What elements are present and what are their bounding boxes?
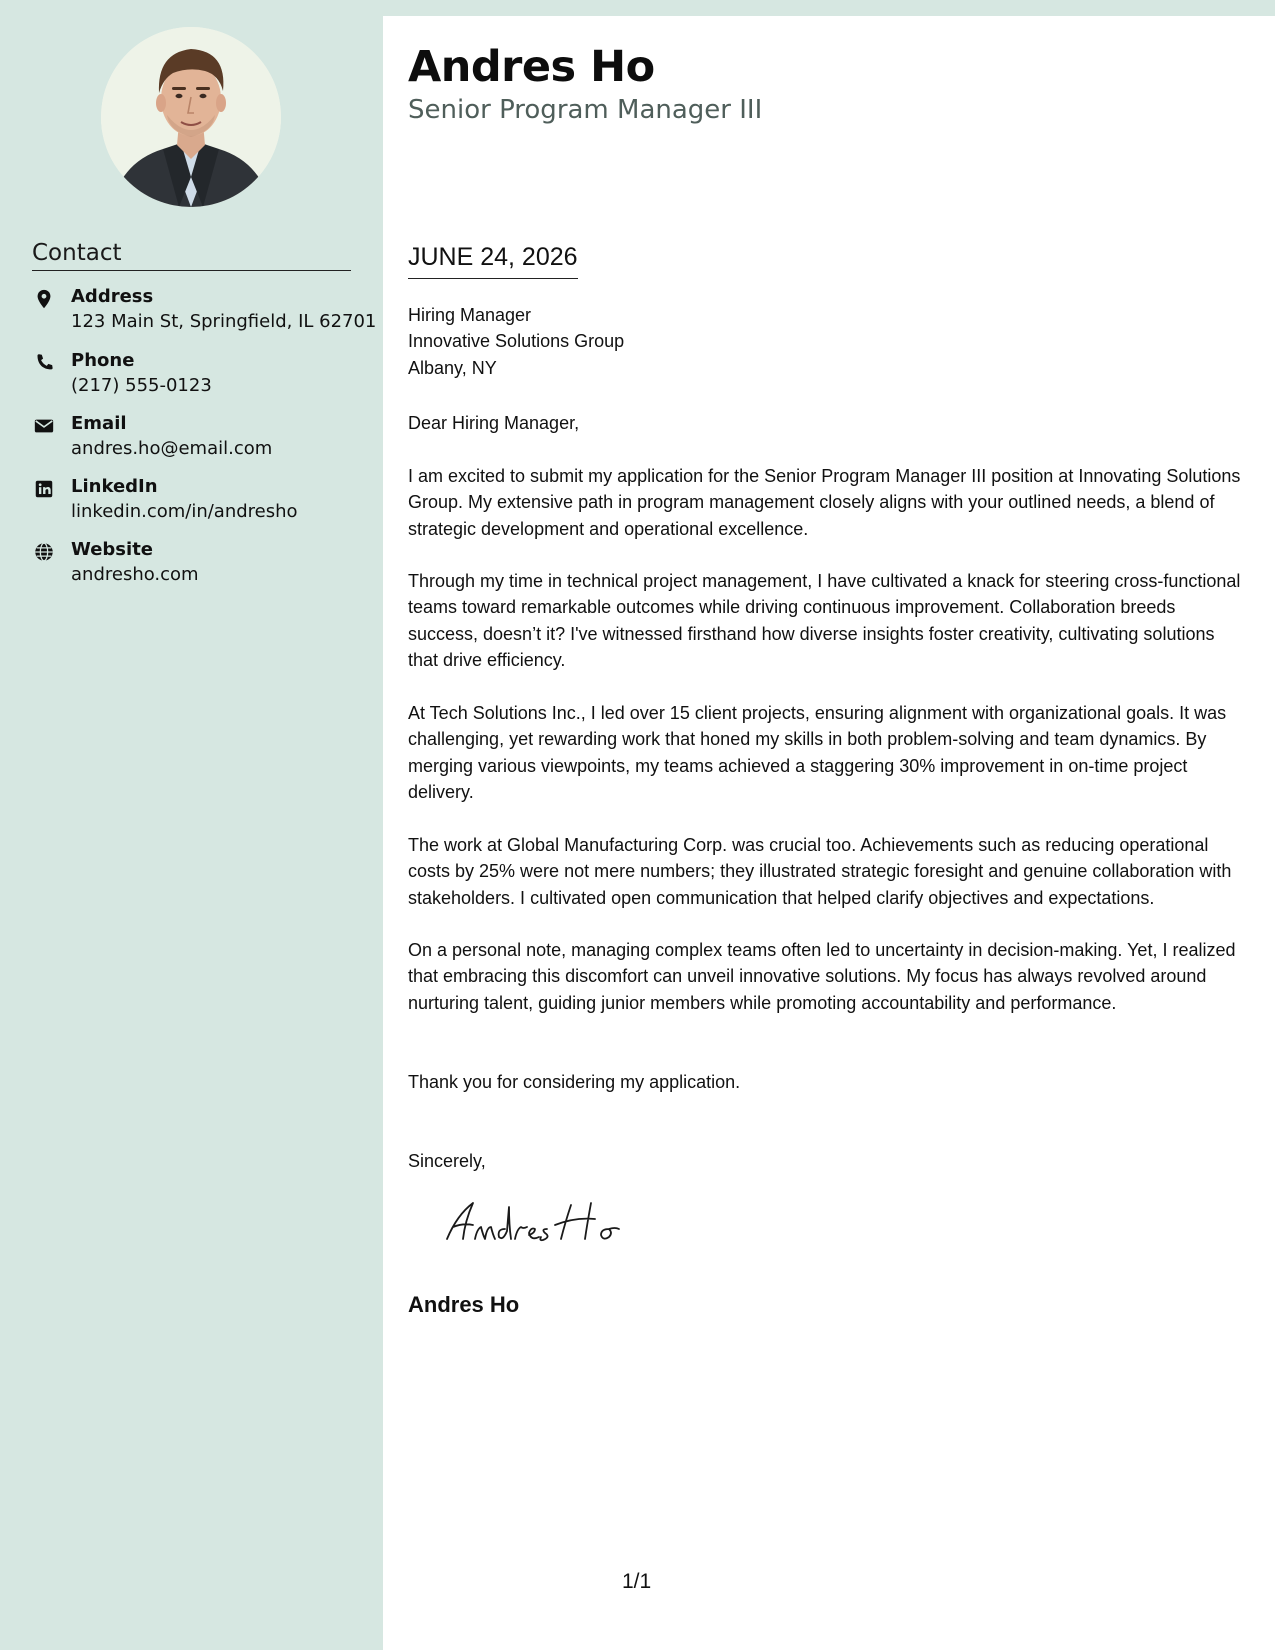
email-label: Email [71,413,127,434]
letter-paragraph: The work at Global Manufacturing Corp. was crucial too. Achievements such as reducing operational costs by 25% were not mere numbers; they illustrated strategic foresight and genuine collaboration with stakeholders. I cultivated open communication that helped clarify objectives and expectations. [408,835,1232,908]
map-pin-icon [33,288,55,310]
handwritten-signature [443,1195,643,1245]
letter-paragraph: Thank you for considering my application. [408,1072,741,1092]
contact-item-linkedin [32,476,362,528]
address-label: Address [71,286,154,307]
globe-icon [33,541,55,563]
letter-date: JUNE 24, 2026 [408,243,578,279]
signature-text: Andres Ho [443,1244,448,1245]
letter-paragraph: On a personal note, managing complex teams often led to uncertainty in decision-making. Yet, I realized that embracing this discomfort can unveil innovative solutions. My focus has always revolved around nurturing talent, guiding junior members while promoting accountability and performance. [408,940,1236,1013]
letter-paragraph: I am excited to submit my application for the Senior Program Manager III position at Innovating Solutions Group. My extensive path in program management closely aligns with your outlined needs, a blend of strategic development and operational excellence. [408,466,1241,539]
envelope-icon [33,415,55,437]
recipient-line: Hiring Manager [408,305,532,325]
linkedin-icon [33,478,55,500]
letter-paragraph: At Tech Solutions Inc., I led over 15 client projects, ensuring alignment with organizational goals. It was challenging, yet rewarding work that honed my skills in both problem-solving and team dynamics. By merging various viewpoints, my teams achieved a staggering 30% improvement in on-time project delivery. [408,703,1227,802]
salutation: Dear Hiring Manager, [408,413,580,433]
linkedin-label: LinkedIn [71,476,158,497]
recipient-block [408,302,1238,381]
page-number: 1/1 [622,1570,652,1593]
profile-photo [101,27,281,207]
website-value: andresho.com [71,564,199,585]
phone-label: Phone [71,350,135,371]
recipient-line: Albany, NY [408,357,497,378]
closing: Sincerely, [408,1151,486,1171]
email-value: andres.ho@email.com [71,438,273,459]
contact-item-email [32,413,362,465]
phone-value: (217) 555-0123 [71,375,212,396]
contact-heading: Contact [32,240,351,271]
applicant-name: Andres Ho [408,42,655,92]
address-value: 123 Main St, Springfield, IL 62701 [71,311,377,332]
website-label: Website [71,539,154,560]
contact-item-website [32,539,362,591]
linkedin-value: linkedin.com/in/andresho [71,501,298,522]
phone-icon [33,352,55,374]
recipient-line: Innovative Solutions Group [408,331,625,352]
contact-item-phone [32,350,362,402]
signer-name: Andres Ho [408,1292,520,1317]
applicant-title: Senior Program Manager III [408,95,763,125]
contact-item-address [32,286,377,338]
letter-paragraph: Through my time in technical project management, I have cultivated a knack for steering cross-functional teams toward remarkable outcomes while driving continuous improvement. Collaboration breeds success, doesn’t it? I've witnessed firsthand how diverse insights foster creativity, cultivating solutions that drive efficiency. [408,571,1241,670]
